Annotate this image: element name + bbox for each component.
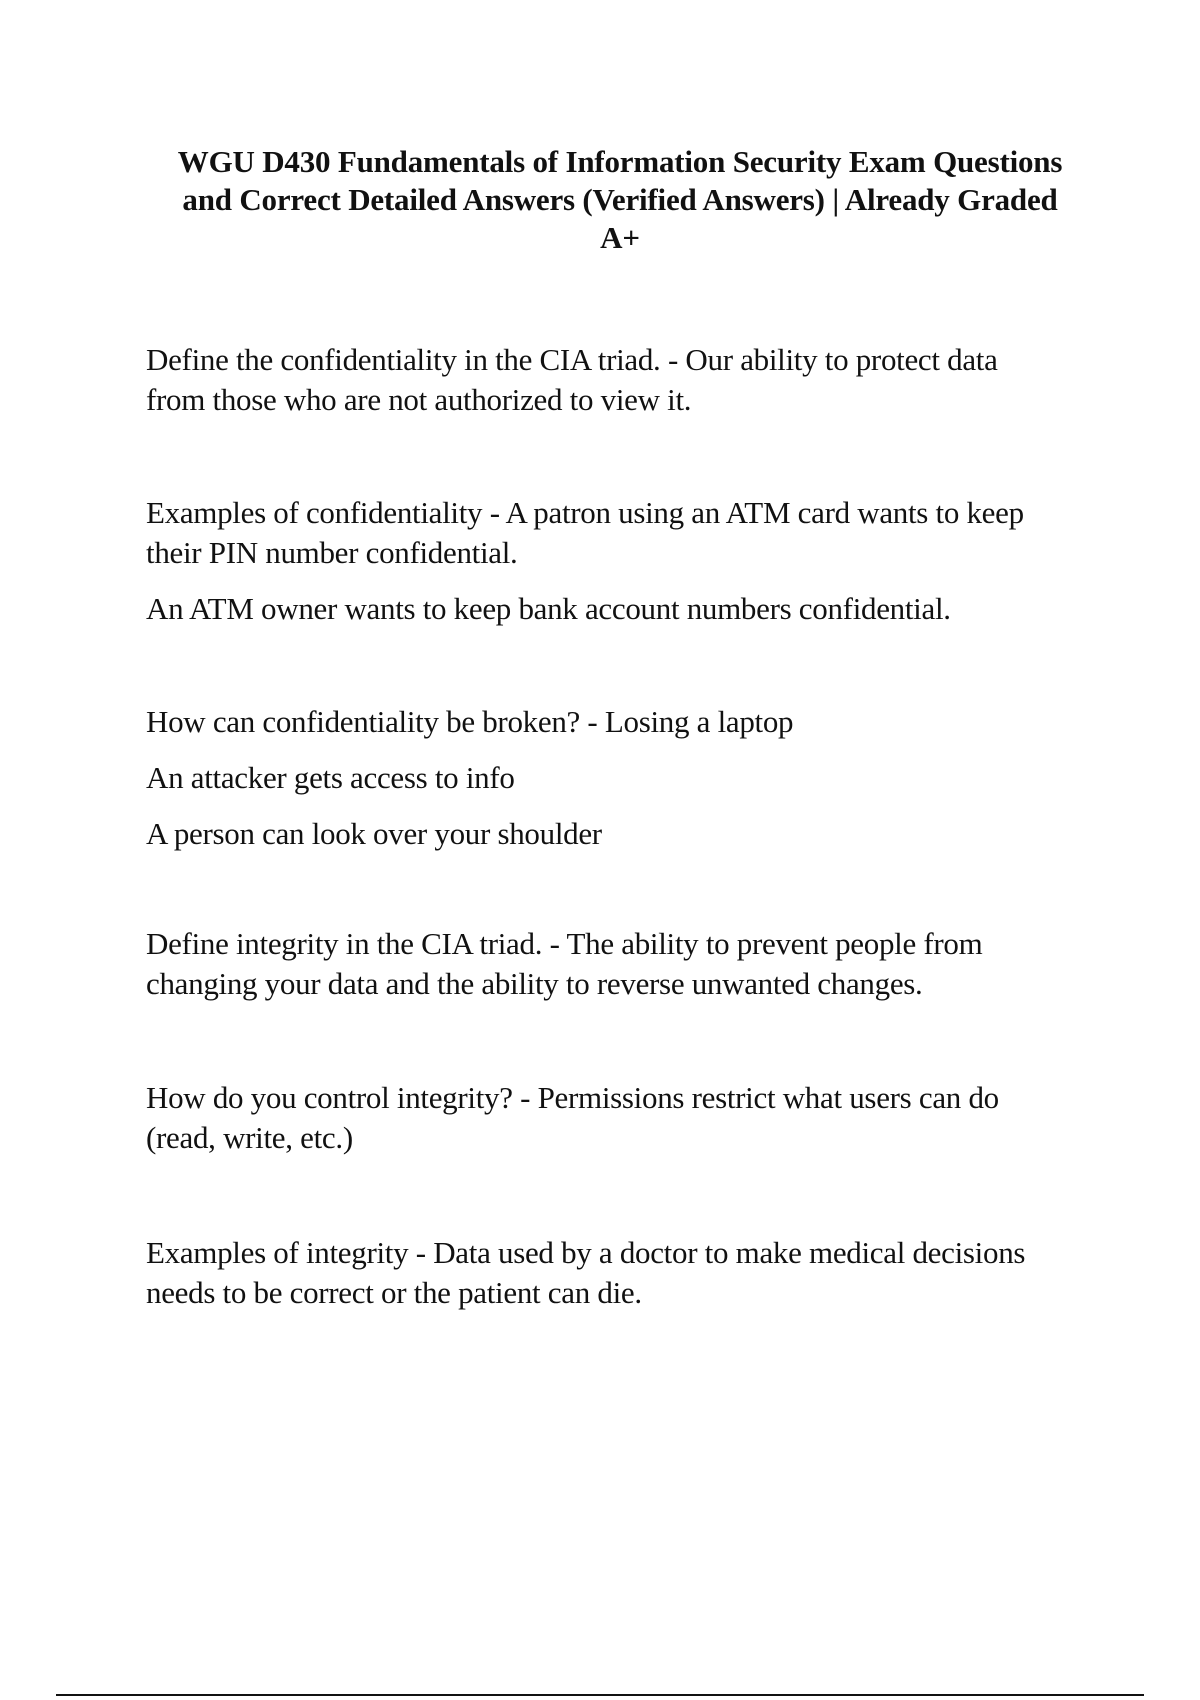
qa-entry-integrity-examples (146, 1233, 1106, 1313)
qa-continuation: A person can look over your shoulder (146, 816, 602, 851)
qa-text: How do you control integrity? - Permissions restrict what users can do (read, write, etc.) (146, 1080, 999, 1155)
qa-entry-integrity-definition (146, 924, 1106, 1004)
qa-continuation: An attacker gets access to info (146, 760, 515, 795)
qa-entry-integrity-control (146, 1078, 1106, 1158)
qa-text: How can confidentiality be broken? - Losing a laptop (146, 704, 794, 739)
qa-entry-confidentiality-broken (146, 702, 1106, 854)
title-line-2: and Correct Detailed Answers (Verified Answers) | Already Graded (182, 182, 1058, 217)
qa-text: Examples of integrity - Data used by a doctor to make medical decisions needs to be correct or the patient can die. (146, 1235, 1026, 1310)
qa-text: Define integrity in the CIA triad. - The ability to prevent people from changing your data and the ability to reverse unwanted changes. (146, 926, 983, 1001)
qa-text: Examples of confidentiality - A patron using an ATM card wants to keep their PIN number confidential. (146, 495, 1024, 570)
title-line-1: WGU D430 Fundamentals of Information Security Exam Questions (177, 144, 1063, 179)
footer-divider (56, 1694, 1144, 1696)
title-line-3: A+ (600, 220, 640, 255)
qa-continuation: An ATM owner wants to keep bank account numbers confidential. (146, 591, 951, 626)
qa-entry-confidentiality-examples (146, 493, 1106, 629)
qa-text: Define the confidentiality in the CIA triad. - Our ability to protect data from those who are not authorized to view it. (146, 342, 998, 417)
qa-entry-confidentiality-definition (146, 340, 1106, 420)
document-title (140, 143, 1100, 257)
